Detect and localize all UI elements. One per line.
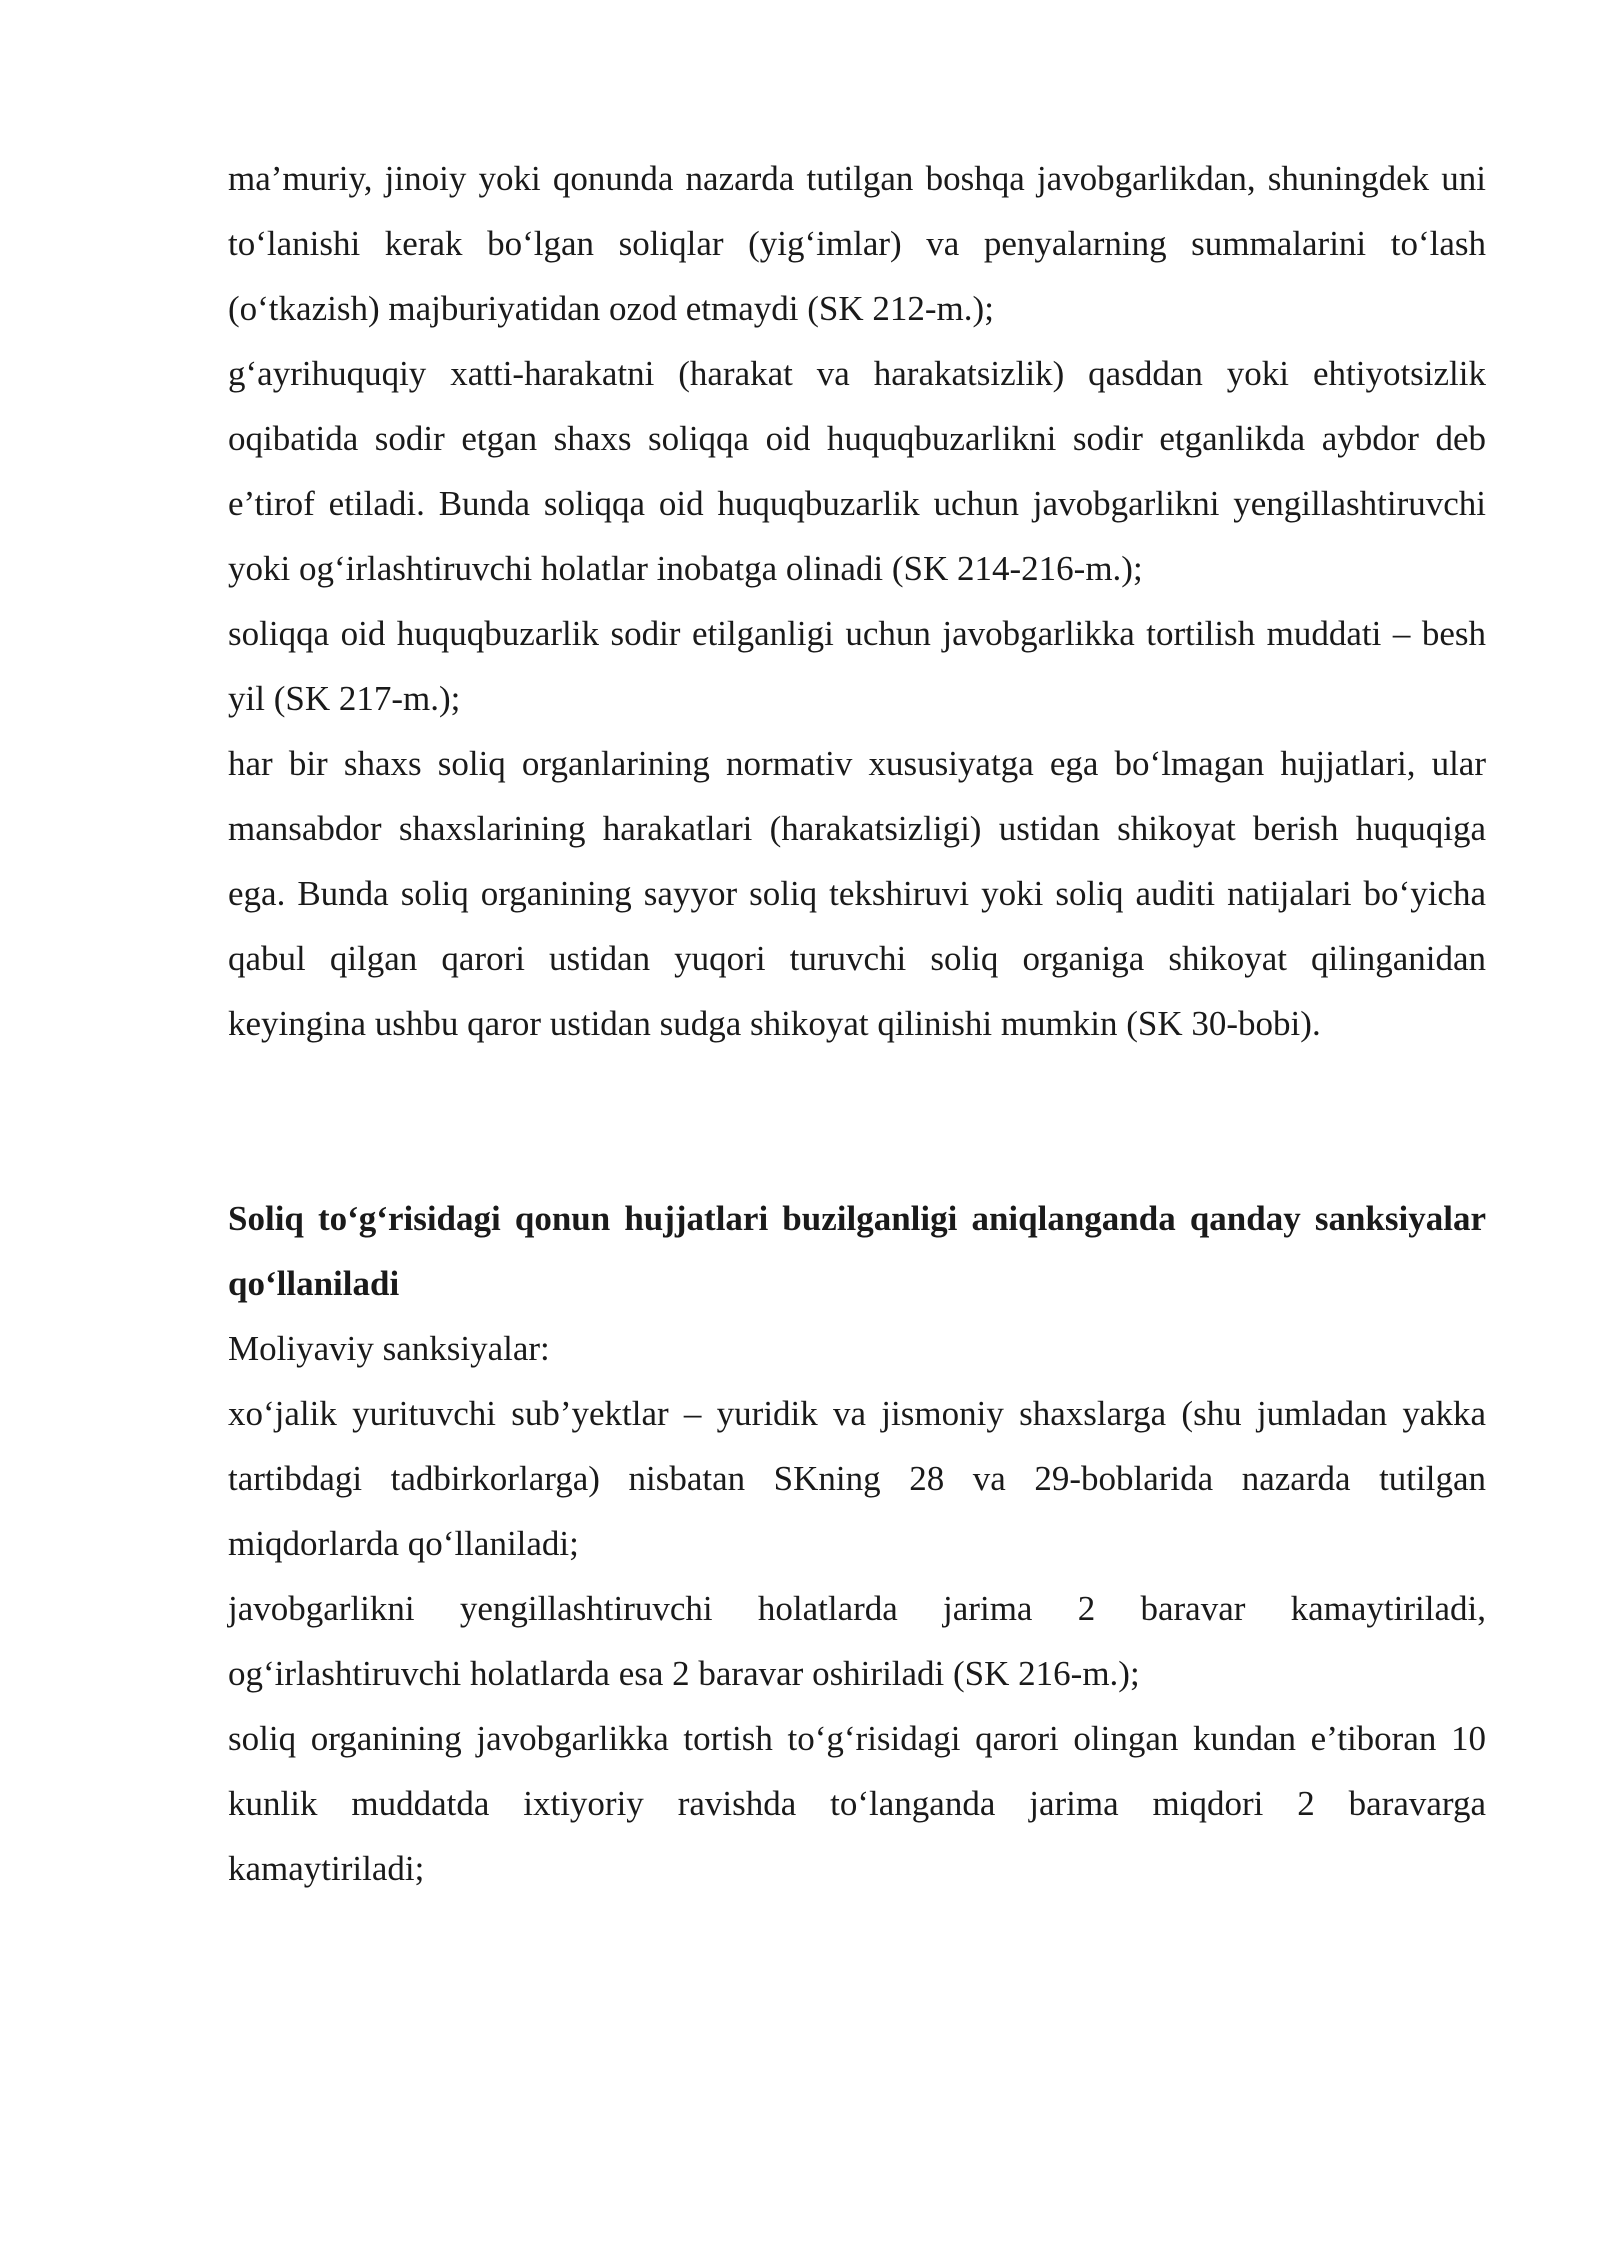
top-paragraphs (228, 146, 1486, 1056)
paragraph-right-to-appeal: har bir shaxs soliq organlarining normativ xususiyatga ega bo‘lmagan hujjatlari, ular mansabdor shaxslarining harakatlari (harakatsizligi) ustidan shikoyat berish huquqiga ega. Bunda soliq organining sayyor soliq tekshiruvi yoki soliq auditi natijalari bo‘yicha qabul qilgan qarori ustidan yuqori turuvchi soliq organiga shikoyat qilinganidan keyingina ushbu qaror ustidan sudga shikoyat qilinishi mumkin (SK 30-bobi). (228, 744, 1486, 1043)
paragraph-guilt: g‘ayrihuquqiy xatti-harakatni (harakat va harakatsizlik) qasddan yoki ehtiyotsizlik oqibatida sodir etgan shaxs soliqqa oid huquqbuzarlikni sodir etganlikda aybdor deb e’tirof etiladi. Bunda soliqqa oid huquqbuzarlik uchun javobgarlikni yengillashtiruvchi yoki og‘irlashtiruvchi holatlar inobatga olinadi (SK 214-216-m.); (228, 354, 1486, 588)
paragraph-sanction-scope: xo‘jalik yurituvchi sub’yektlar – yuridik va jismoniy shaxslarga (shu jumladan yakka tartibdagi tadbirkorlarga) nisbatan SKning 28 va 29-boblarida nazarda tutilgan miqdorlarda qo‘llaniladi; (228, 1394, 1486, 1563)
paragraph-limitation-period: soliqqa oid huquqbuzarlik sodir etilganligi uchun javobgarlikka tortilish muddati – besh yil (SK 217-m.); (228, 614, 1486, 718)
section-heading: Soliq to‘g‘risidagi qonun hujjatlari buzilganligi aniqlanganda qanday sanksiyalar qo‘llaniladi (228, 1199, 1486, 1303)
section-subheading: Moliyaviy sanksiyalar: (228, 1329, 550, 1368)
document-page (228, 146, 1486, 1901)
sanctions-section (228, 1186, 1486, 1901)
paragraph-voluntary-payment: soliq organining javobgarlikka tortish to‘g‘risidagi qarori olingan kundan e’tiboran 10 kunlik muddatda ixtiyoriy ravishda to‘langanda jarima miqdori 2 baravarga kamaytiriladi; (228, 1719, 1486, 1888)
paragraph-liability-exemption: ma’muriy, jinoiy yoki qonunda nazarda tutilgan boshqa javobgarlikdan, shuningdek uni to‘lanishi kerak bo‘lgan soliqlar (yig‘imlar) va penyalarning summalarini to‘lash (o‘tkazish) majburiyatidan ozod etmaydi (SK 212-m.); (228, 159, 1486, 328)
paragraph-fine-adjustment: javobgarlikni yengillashtiruvchi holatlarda jarima 2 baravar kamaytiriladi, og‘irlashtiruvchi holatlarda esa 2 baravar oshiriladi (SK 216-m.); (228, 1589, 1486, 1693)
